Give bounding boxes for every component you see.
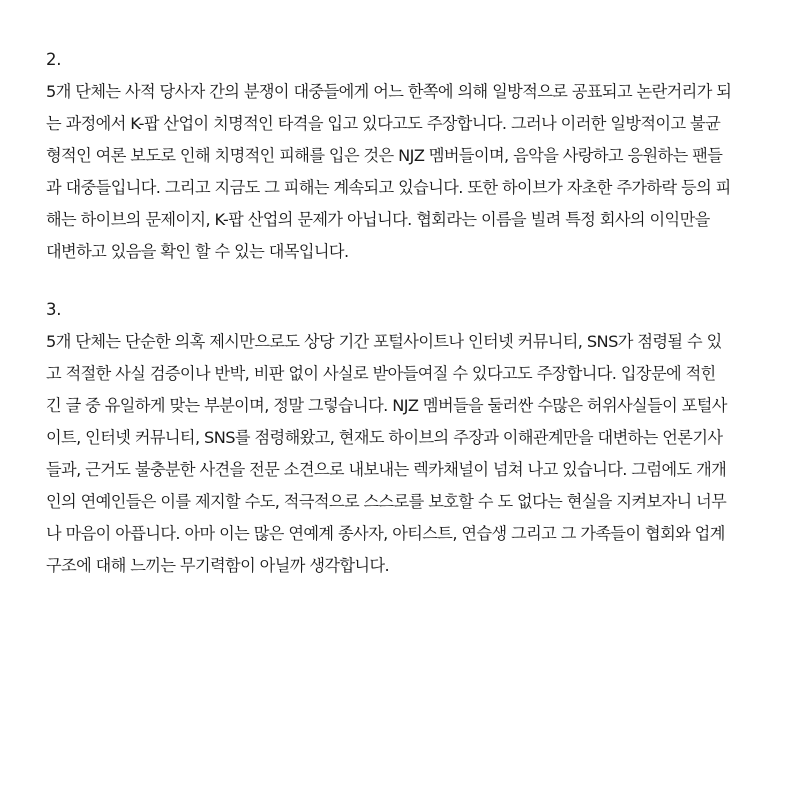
text-line: 형적인 여론 보도로 인해 치명적인 피해를 입은 것은 NJZ 멤버들이며, 음악을 사랑하고 응원하는 팬들 bbox=[46, 146, 723, 165]
text-line: 인의 연예인들은 이를 제지할 수도, 적극적으로 스스로를 보호할 수 도 없다는 현실을 지켜보자니 너무 bbox=[46, 492, 727, 511]
text-line: 해는 하이브의 문제이지, K-팝 산업의 문제가 아닙니다. 협회라는 이름을 빌려 특정 회사의 이익만을 bbox=[46, 210, 710, 229]
text-line: 대변하고 있음을 확인 할 수 있는 대목입니다. bbox=[46, 242, 349, 261]
text-line: 나 마음이 아픕니다. 아마 이는 많은 연예계 종사자, 아티스트, 연습생 그리고 그 가족들이 협회와 업계 bbox=[46, 524, 725, 543]
text-line: 과 대중들입니다. 그리고 지금도 그 피해는 계속되고 있습니다. 또한 하이브가 자초한 주가하락 등의 피 bbox=[46, 178, 731, 197]
text-line: 긴 글 중 유일하게 맞는 부분이며, 정말 그렇습니다. NJZ 멤버들을 둘러싼 수많은 허위사실들이 포털사 bbox=[46, 396, 727, 415]
text-line: 고 적절한 사실 검증이나 반박, 비판 없이 사실로 받아들여질 수 있다고도 주장합니다. 입장문에 적힌 bbox=[46, 364, 716, 383]
text-line: 구조에 대해 느끼는 무기력함이 아닐까 생각합니다. bbox=[46, 556, 390, 575]
section-3 bbox=[46, 294, 776, 582]
text-line: 5개 단체는 사적 당사자 간의 분쟁이 대중들에게 어느 한쪽에 의해 일방적으로 공표되고 논란거리가 되 bbox=[46, 82, 732, 101]
text-line: 5개 단체는 단순한 의혹 제시만으로도 상당 기간 포털사이트나 인터넷 커뮤니티, SNS가 점령될 수 있 bbox=[46, 332, 722, 351]
section-number: 3. bbox=[46, 300, 62, 319]
section-number: 2. bbox=[46, 50, 62, 69]
text-line: 는 과정에서 K-팝 산업이 치명적인 타격을 입고 있다고도 주장합니다. 그러나 이러한 일방적이고 불균 bbox=[46, 114, 721, 133]
text-line: 이트, 인터넷 커뮤니티, SNS를 점령해왔고, 현재도 하이브의 주장과 이해관계만을 대변하는 언론기사 bbox=[46, 428, 723, 447]
text-line: 들과, 근거도 불충분한 사견을 전문 소견으로 내보내는 렉카채널이 넘쳐 나고 있습니다. 그럼에도 개개 bbox=[46, 460, 727, 479]
section-2 bbox=[46, 44, 776, 268]
